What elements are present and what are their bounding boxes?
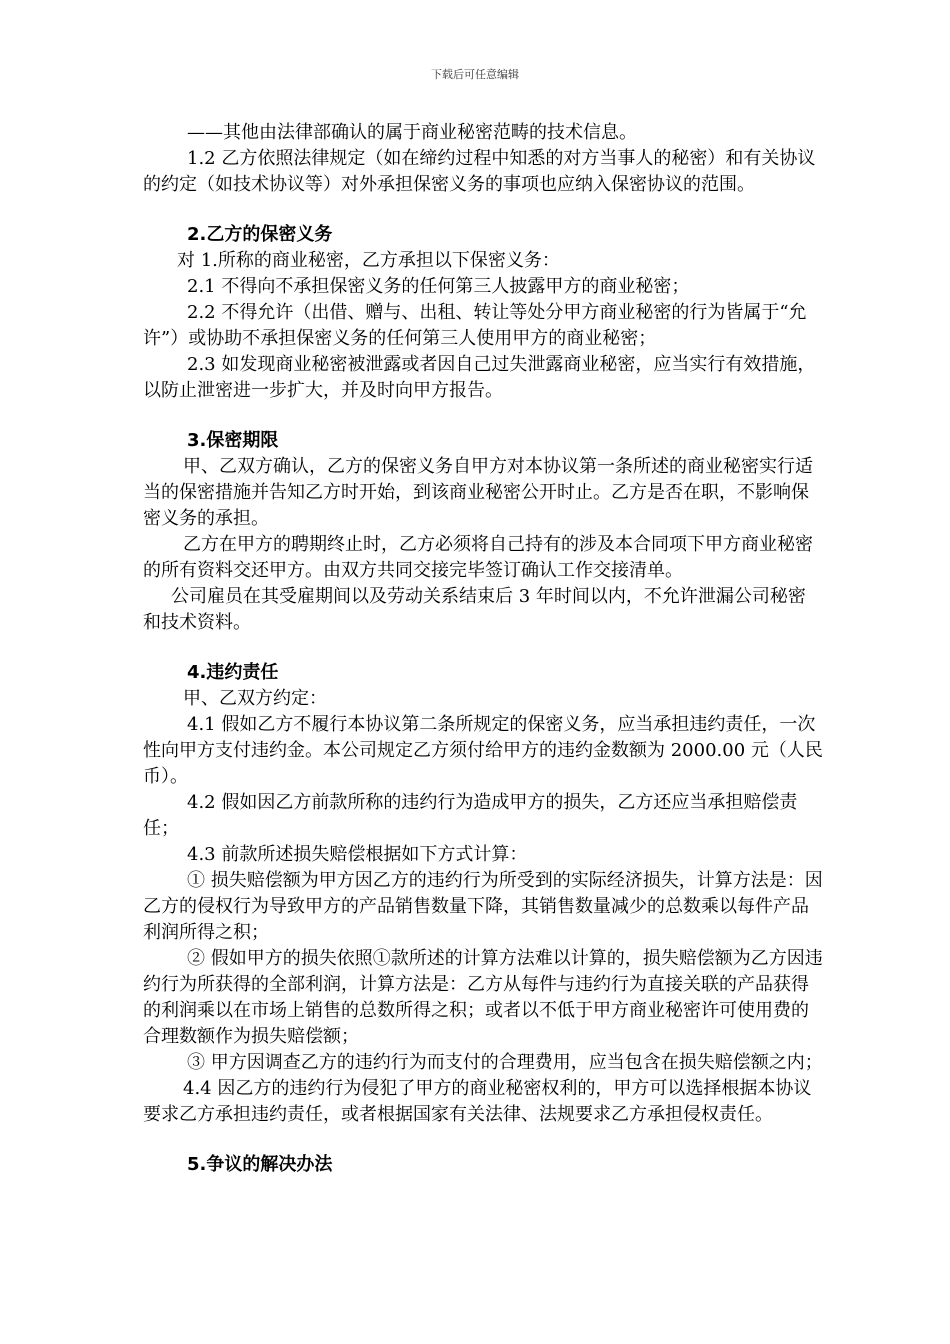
heading-section-3: 3.保密期限 (187, 430, 279, 451)
paragraph-3-2: 乙方在甲方的聘期终止时，乙方必须将自己持有的涉及本合同项下甲方商业秘密的所有资料交还甲方。由双方共同交接完毕签订确认工作交接清单。 (143, 534, 813, 581)
heading-section-4: 4.违约责任 (187, 662, 279, 683)
heading-section-5: 5.争议的解决办法 (187, 1154, 333, 1175)
paragraph-4-2: 4.2 假如因乙方前款所称的违约行为造成甲方的损失，乙方还应当承担赔偿责任； (143, 792, 798, 839)
paragraph-3-3: 公司雇员在其受雇期间以及劳动关系结束后 3 年时间以内，不允许泄漏公司秘密和技术资料。 (143, 586, 806, 633)
document-body (143, 120, 823, 1178)
paragraph-4-1: 4.1 假如乙方不履行本协议第二条所规定的保密义务，应当承担违约责任，一次性向甲方支付违约金。本公司规定乙方须付给甲方的违约金数额为 2000.00 元（人民币）。 (143, 714, 823, 787)
paragraph-4-3-item-2: ② 假如甲方的损失依照①款所述的计算方法难以计算的，损失赔偿额为乙方因违约行为所获得的全部利润，计算方法是：乙方从每件与违约行为直接关联的产品获得的利润乘以在市场上销售的总数所得之积；或者以不低于甲方商业秘密许可使用费的合理数额作为损失赔偿额； (143, 948, 823, 1047)
paragraph-2-1: 2.1 不得向不承担保密义务的任何第三人披露甲方的商业秘密； (187, 276, 690, 297)
paragraph-4-3: 4.3 前款所述损失赔偿根据如下方式计算： (187, 844, 528, 865)
paragraph-2-intro: 对 1.所称的商业秘密，乙方承担以下保密义务： (177, 250, 560, 271)
paragraph-3-1: 甲、乙双方确认，乙方的保密义务自甲方对本协议第一条所述的商业秘密实行适当的保密措施并告知乙方时开始，到该商业秘密公开时止。乙方是否在职，不影响保密义务的承担。 (143, 456, 813, 529)
paragraph-2-3: 2.3 如发现商业秘密被泄露或者因自己过失泄露商业秘密，应当实行有效措施，以防止泄密进一步扩大，并及时向甲方报告。 (143, 354, 816, 401)
paragraph-4-3-item-3: ③ 甲方因调查乙方的违约行为而支付的合理费用，应当包含在损失赔偿额之内； (187, 1052, 823, 1073)
paragraph-2-2: 2.2 不得允许（出借、赠与、出租、转让等处分甲方商业秘密的行为皆属于“允许”）或协助不承担保密义务的任何第三人使用甲方的商业秘密； (143, 302, 807, 349)
paragraph-4-intro: 甲、乙双方约定： (183, 688, 327, 709)
paragraph-4-3-item-1: ① 损失赔偿额为甲方因乙方的违约行为所受到的实际经济损失，计算方法是：因乙方的侵权行为导致甲方的产品销售数量下降，其销售数量减少的总数乘以每件产品利润所得之积； (143, 870, 823, 943)
page-header: 下载后可任意编辑 (431, 68, 519, 81)
heading-section-2: 2.乙方的保密义务 (187, 224, 333, 245)
paragraph-4-4: 4.4 因乙方的违约行为侵犯了甲方的商业秘密权利的，甲方可以选择根据本协议要求乙方承担违约责任，或者根据国家有关法律、法规要求乙方承担侵权责任。 (143, 1078, 812, 1125)
paragraph-1-2: 1.2 乙方依照法律规定（如在缔约过程中知悉的对方当事人的秘密）和有关协议的约定（如技术协议等）对外承担保密义务的事项也应纳入保密协议的范围。 (143, 148, 816, 195)
paragraph-1-1-other-info: ——其他由法律部确认的属于商业秘密范畴的技术信息。 (187, 122, 637, 143)
